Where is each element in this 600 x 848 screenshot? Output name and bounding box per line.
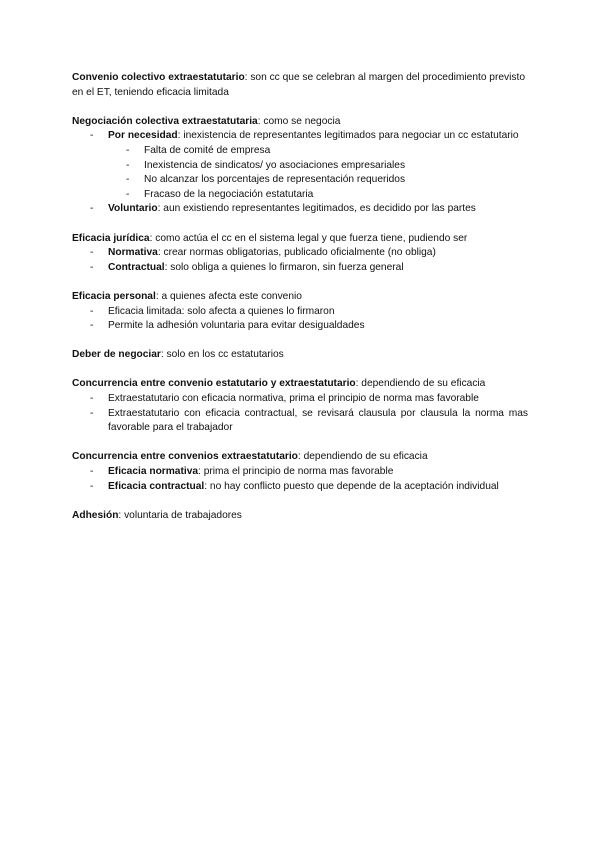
section-text: : dependiendo de su eficacia [355,378,486,390]
section-paragraph [72,377,528,392]
bullet-dash: - [90,320,94,332]
item-text: Permite la adhesión voluntaria para evitar desigualdades [108,320,365,332]
bullet-dash: - [126,144,130,156]
list-item [72,129,528,144]
section-text: : dependiendo de su eficacia [297,451,428,463]
section-paragraph [72,348,528,363]
list-item [72,407,528,436]
sub-list-item [72,188,528,203]
section-title: Concurrencia entre convenios extraestatutario [72,451,298,463]
bullet-dash: - [90,407,94,419]
document-page [72,71,528,538]
section-negociacion [72,115,528,217]
item-bold: Eficacia contractual [108,480,205,492]
item-text: : solo obliga a quienes lo firmaron, sin fuerza general [164,261,404,273]
section-text: : voluntaria de trabajadores [118,509,242,521]
bullet-dash: - [90,305,94,317]
section-title: Deber de negociar [72,349,161,361]
bullet-dash: - [126,174,130,186]
item-text: : prima el principio de norma mas favorable [198,466,394,478]
bullet-dash: - [90,130,94,142]
sub-item-text: No alcanzar los porcentajes de representación requeridos [144,174,406,186]
section-paragraph [72,71,528,100]
item-text: Extraestatutario con eficacia normativa, prima el principio de norma mas favorable [108,393,479,405]
section-eficacia-juridica [72,232,528,276]
section-text: : solo en los cc estatutarios [160,349,284,361]
section-title: Eficacia jurídica [72,232,150,244]
item-bold: Voluntario [108,203,158,215]
list-item [72,261,528,276]
section-text: : como se negocia [257,115,341,127]
item-text: : crear normas obligatorias, publicado oficialmente (no obliga) [157,247,436,259]
item-text: Eficacia limitada: solo afecta a quienes lo firmaron [108,305,335,317]
section-paragraph [72,232,528,247]
bullet-dash: - [126,159,130,171]
sub-list-item [72,173,528,188]
item-text: : aun existiendo representantes legitimados, es decidido por las partes [157,203,476,215]
section-eficacia-personal [72,290,528,334]
list-item [72,305,528,320]
sub-item-text: Fracaso de la negociación estatutaria [144,188,314,200]
item-bold: Normativa [108,247,158,259]
section-concurrencia-extraestatutario [72,450,528,494]
item-bold: Contractual [108,261,165,273]
bullet-dash: - [90,480,94,492]
section-text: : como actúa el cc en el sistema legal y que fuerza tiene, pudiendo ser [149,232,468,244]
list-item [72,246,528,261]
list-item [72,465,528,480]
bullet-dash: - [90,393,94,405]
section-concurrencia-estatutario [72,377,528,435]
section-title: Concurrencia entre convenio estatutario y extraestatutario [72,378,356,390]
item-text: Extraestatutario con eficacia contractual, se revisará clausula por clausula la norma mas favorable para el trabajador [108,407,528,434]
list-item [72,480,528,495]
list-item [72,319,528,334]
list-item [72,202,528,217]
bullet-dash: - [90,247,94,259]
sub-list-item [72,144,528,159]
item-bold: Por necesidad [108,130,178,142]
bullet-dash: - [90,466,94,478]
bullet-dash: - [126,188,130,200]
item-text: : no hay conflicto puesto que depende de la aceptación individual [204,480,499,492]
bullet-dash: - [90,203,94,215]
section-paragraph [72,290,528,305]
section-text: : son cc que se celebran al margen del procedimiento previsto en el ET, teniendo eficacia limitada [72,72,525,98]
sub-item-text: Falta de comité de empresa [144,144,271,156]
section-deber-negociar [72,348,528,363]
item-bold: Eficacia normativa [108,466,199,478]
section-title: Adhesión [72,509,119,521]
section-title: Negociación colectiva extraestatutaria [72,115,258,127]
section-title: Convenio colectivo extraestatutario [72,72,245,83]
sub-item-text: Inexistencia de sindicatos/ yo asociaciones empresariales [144,159,406,171]
section-convenio-extraestatutario [72,71,528,100]
item-text: : inexistencia de representantes legitimados para negociar un cc estatutario [177,130,519,142]
sub-list-item [72,159,528,174]
section-paragraph [72,450,528,465]
section-title: Eficacia personal [72,290,156,302]
section-text: : a quienes afecta este convenio [155,290,302,302]
section-paragraph [72,115,528,130]
bullet-dash: - [90,261,94,273]
section-adhesion [72,509,528,524]
list-item [72,392,528,407]
section-paragraph [72,509,528,524]
